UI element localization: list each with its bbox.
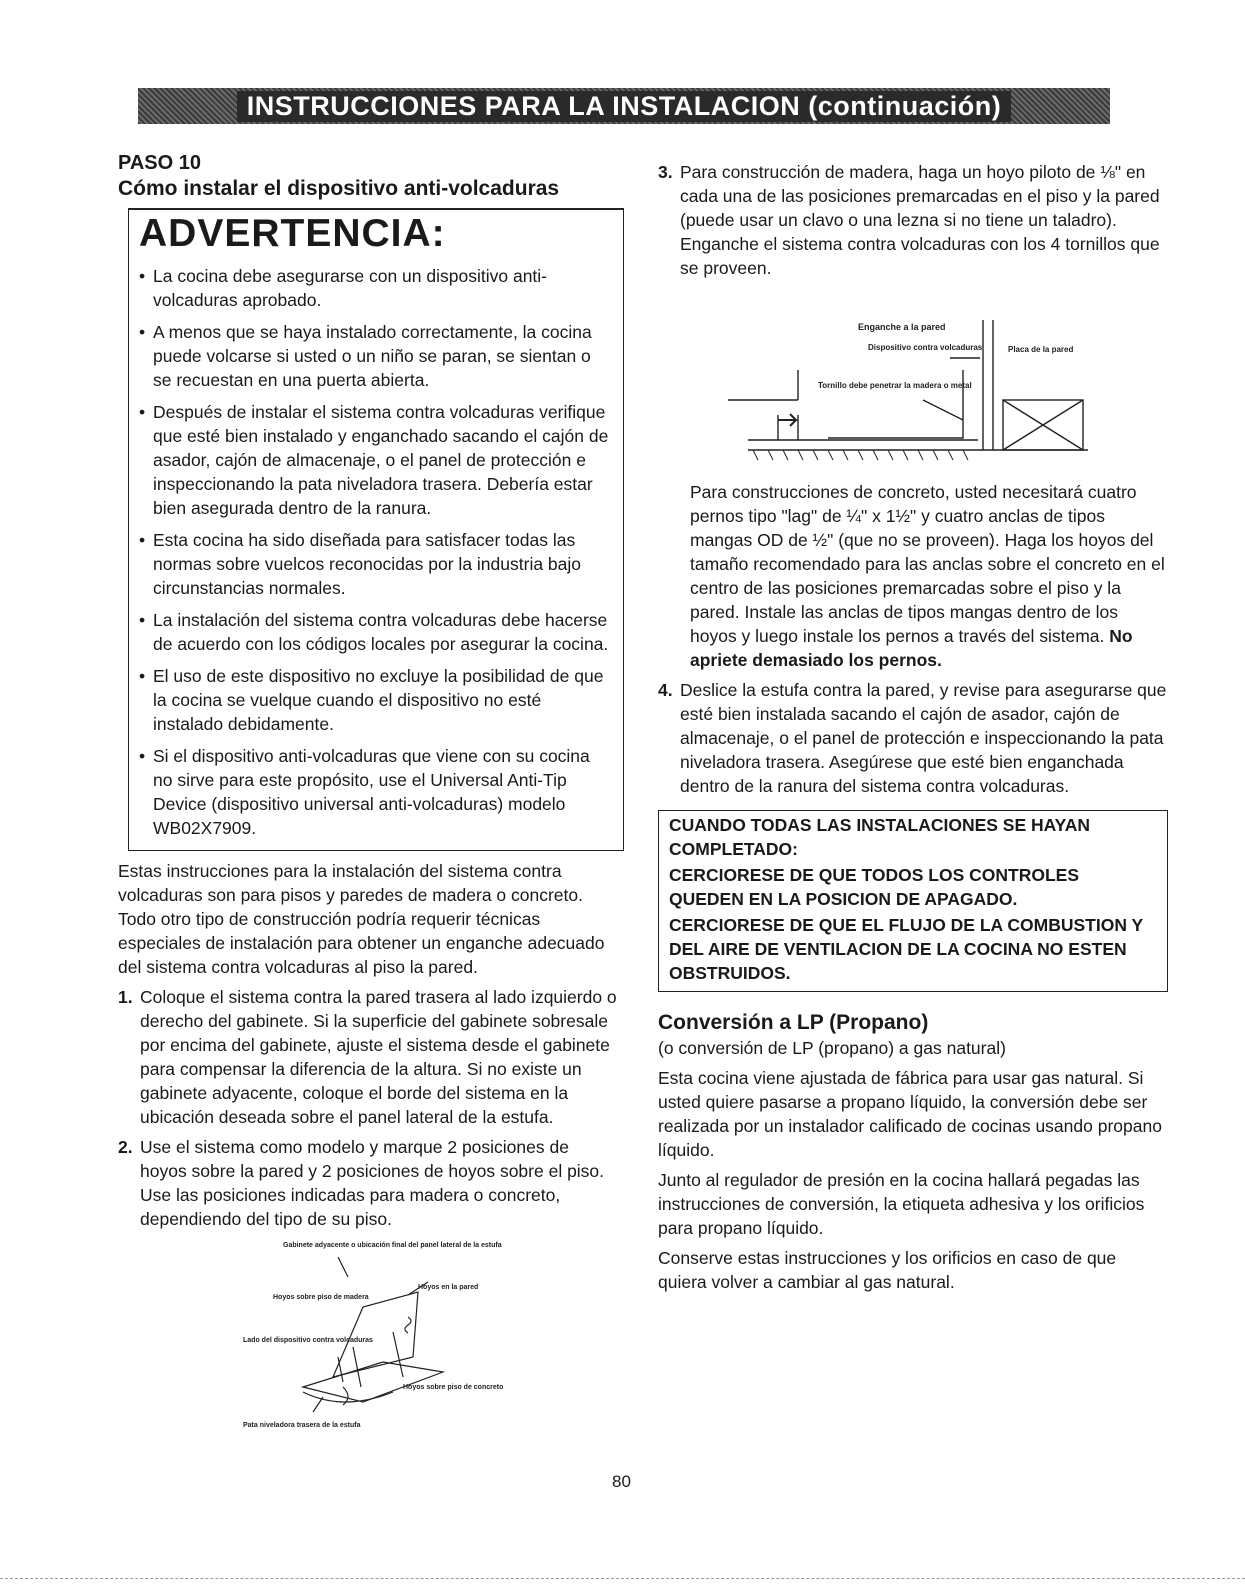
step-num: 2. bbox=[118, 1137, 133, 1157]
figure-label-floor-wood: Hoyos sobre piso de madera bbox=[273, 1294, 369, 1301]
completion-notice bbox=[658, 810, 1168, 992]
wall-bracket-figure bbox=[718, 320, 1098, 470]
bottom-divider bbox=[0, 1578, 1245, 1579]
page-number: 80 bbox=[612, 1472, 631, 1491]
warning-item: • Esta cocina ha sido diseñada para satisfacer todas las normas sobre vuelcos reconocidas por la industria bajo circunstancias normales. bbox=[139, 528, 613, 600]
concrete-text: Para construcciones de concreto, usted necesitará cuatro pernos tipo "lag" de ¼" x 1½" y cuatro anclas de tipos mangas OD de ½" (que no se proveen). Haga los hoyos del tamaño recomendado para las anclas sobre el concreto en el centro de las posiciones premarcadas sobre el piso y la pared. Instale las anclas de tipos mangas dentro de los hoyos y luego instale los pernos a través del sistema. bbox=[690, 482, 1165, 646]
list-item bbox=[118, 1135, 618, 1231]
warning-item: • Si el dispositivo anti-volcaduras que viene con su cocina no sirve para este propósito, use el Universal Anti-Tip Device (dispositivo universal anti-volcaduras) modelo WB02X7909. bbox=[139, 744, 613, 840]
step-num: 1. bbox=[118, 987, 133, 1007]
lp-subtitle: (o conversión de LP (propano) a gas natural) bbox=[658, 1038, 1006, 1058]
warning-box bbox=[128, 208, 624, 851]
warning-list bbox=[139, 264, 613, 840]
steps-list-right bbox=[658, 160, 1168, 280]
list-item bbox=[658, 160, 1168, 280]
list-item bbox=[658, 678, 1168, 798]
step-num: 4. bbox=[658, 680, 673, 700]
figure-label-wall-plate: Placa de la pared bbox=[1008, 345, 1074, 354]
figure-label-cabinet: Gabinete adyacente o ubicación final del panel lateral de la estufa bbox=[283, 1242, 502, 1249]
step-text: Deslice la estufa contra la pared, y revise para asegurarse que esté bien instalada sacando el cajón de asador, cajón de almacenaje, o el panel de protección e inspeccionando la pata niveladora trasera. Asegúrese que esté bien enganchada dentro de la ranura del sistema contra volcaduras. bbox=[680, 680, 1167, 796]
figure-label-wall-holes: Hoyos en la pared bbox=[418, 1284, 479, 1291]
warning-item: • El uso de este dispositivo no excluye la posibilidad de que la cocina se vuelque cuando el dispositivo no esté instalado debidamente. bbox=[139, 664, 613, 736]
step-title: Cómo instalar el dispositivo anti-volcaduras bbox=[118, 177, 560, 200]
lp-section-title: Conversión a LP (Propano) bbox=[658, 1011, 929, 1034]
figure-label-wall-hook: Enganche a la pared bbox=[858, 322, 946, 332]
warning-item: • A menos que se haya instalado correctamente, la cocina puede volcarse si usted o un niño se paran, se sientan o se recuestan en una puerta abierta. bbox=[139, 320, 613, 392]
warning-title: ADVERTENCIA: bbox=[139, 212, 446, 255]
figure-label-device: Dispositivo contra volcaduras bbox=[868, 343, 983, 352]
right-column bbox=[658, 160, 1168, 1300]
warning-item: • Después de instalar el sistema contra volcaduras verifique que esté bien instalado y enganchado sacando el cajón de asador, cajón de almacenaje, o el panel de protección e inspeccionando la pata niveladora trasera. Debería estar bien asegurada dentro de la ranura. bbox=[139, 400, 613, 520]
concrete-paragraph bbox=[690, 480, 1168, 672]
section-banner bbox=[138, 88, 1110, 124]
list-item bbox=[118, 985, 618, 1129]
figure-label-leg: Pata niveladora trasera de la estufa bbox=[243, 1422, 361, 1429]
arrow-icon bbox=[778, 414, 796, 426]
left-column bbox=[118, 150, 618, 1441]
step-number: PASO 10 bbox=[118, 152, 201, 174]
figure-label-concrete: Hoyos sobre piso de concreto bbox=[403, 1384, 504, 1391]
notice-line: CERCIORESE DE QUE TODOS LOS CONTROLES QUEDEN EN LA POSICION DE APAGADO. bbox=[669, 865, 1080, 909]
steps-list bbox=[118, 985, 618, 1231]
warning-item: • La instalación del sistema contra volcaduras debe hacerse de acuerdo con los códigos locales por asegurar la cocina. bbox=[139, 608, 613, 656]
intro-paragraph: Estas instrucciones para la instalación del sistema contra volcaduras son para pisos y paredes de madera o concreto. Todo otro tipo de construcción podría requerir técnicas especiales de instalación para obtener un enganche adecuado del sistema contra volcaduras al piso la pared. bbox=[118, 861, 605, 977]
lp-paragraph: Junto al regulador de presión en la cocina hallará pegadas las instrucciones de conversión, la etiqueta adhesiva y los orificios para propano líquido. bbox=[658, 1170, 1145, 1238]
ground-hatch bbox=[753, 450, 968, 460]
lp-paragraph: Conserve estas instrucciones y los orificios en caso de que quiera volver a cambiar al gas natural. bbox=[658, 1248, 1117, 1292]
anti-tip-bracket-figure bbox=[243, 1237, 504, 1437]
page-title: INSTRUCCIONES PARA LA INSTALACION (continuación) bbox=[237, 91, 1011, 122]
step-text: Para construcción de madera, haga un hoyo piloto de ⅛" en cada una de las posiciones premarcadas en el piso y la pared (puede usar un clavo o una lezna si no tiene un taladro). Enganche el sistema contra volcaduras con los 4 tornillos que se proveen. bbox=[680, 162, 1160, 278]
warning-item: • La cocina debe asegurarse con un dispositivo anti-volcaduras aprobado. bbox=[139, 264, 613, 312]
steps-list-right-2 bbox=[658, 678, 1168, 798]
step-text: Coloque el sistema contra la pared trasera al lado izquierdo o derecho del gabinete. Si la superficie del gabinete sobresale por encima del gabinete, ajuste el sistema desde el gabinete para compensar la diferencia de la altura. Si no existe un gabinete adyacente, coloque el borde del sistema en la ubicación deseada sobre el panel lateral de la estufa. bbox=[140, 987, 617, 1127]
notice-line: CERCIORESE DE QUE EL FLUJO DE LA COMBUSTION Y DEL AIRE DE VENTILACION DE LA COCINA NO ESTEN OBSTRUIDOS. bbox=[669, 915, 1143, 983]
lp-paragraph: Esta cocina viene ajustada de fábrica para usar gas natural. Si usted quiere pasarse a propano líquido, la conversión debe ser realizada por un instalador calificado de cocinas usando propano líquido. bbox=[658, 1068, 1162, 1160]
figure-label-device-side: Lado del dispositivo contra volcaduras bbox=[243, 1337, 373, 1344]
notice-line: CUANDO TODAS LAS INSTALACIONES SE HAYAN COMPLETADO: bbox=[669, 815, 1091, 859]
figure-label-screw: Tornillo debe penetrar la madera o metal bbox=[818, 381, 972, 390]
concrete-bold: No apriete demasiado los pernos. bbox=[690, 626, 1133, 670]
step-num: 3. bbox=[658, 162, 673, 182]
step-text: Use el sistema como modelo y marque 2 posiciones de hoyos sobre la pared y 2 posiciones de hoyos sobre el piso. Use las posiciones indicadas para madera o concreto, dependiendo del tipo de su piso. bbox=[140, 1137, 605, 1229]
